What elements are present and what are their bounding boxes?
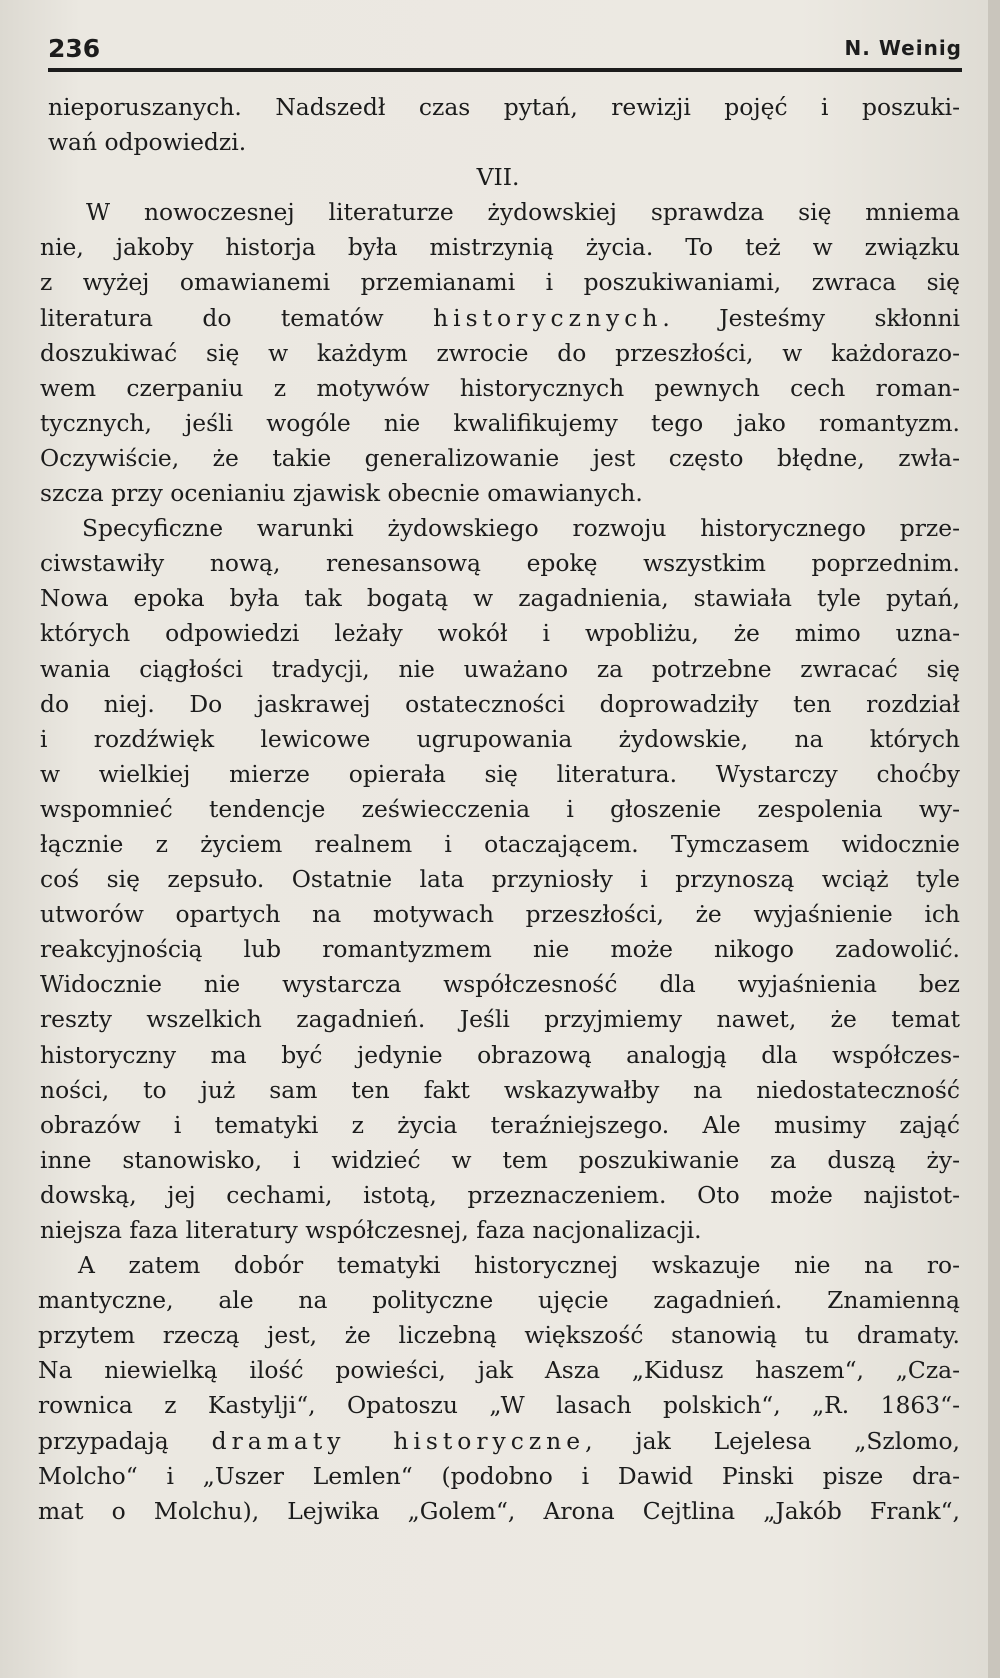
section-heading: VII. [476,163,520,192]
text-line: nieporuszanych. Nadszedł czas pytań, rewizji pojęć i poszuki- [48,93,960,121]
text-line: utworów opartych na motywach przeszłości, że wyjaśnienie ich [40,900,960,929]
text-line: wania ciągłości tradycji, nie uważano za potrzebne zwracać się [40,654,960,683]
spaced-emphasis: dramaty historyczne [211,1426,586,1455]
text-line: reszty wszelkich zagadnień. Jeśli przyjmiemy nawet, że temat [40,1005,960,1034]
text-line: mantyczne, ale na polityczne ujęcie zagadnień. Znamienną [38,1286,960,1315]
text-line: których odpowiedzi leżały wokół i wpobliżu, że mimo uzna- [40,619,960,648]
text-line: historyczny ma być jedynie obrazową analogją dla współczes- [40,1040,960,1069]
text-line: łącznie z życiem realnem i otaczającem. Tymczasem widocznie [40,829,960,858]
text-line: rownica z Kastylji“, Opatoszu „W lasach polskich“, „R. 1863“- [38,1391,960,1420]
text-line: ności, to już sam ten fakt wskazywałby na niedostateczność [40,1075,960,1104]
text-line: Nowa epoka była tak bogatą w zagadnienia, stawiała tyle pytań, [40,584,960,613]
page-number: 236 [48,34,101,63]
text-line: doszukiwać się w każdym zwrocie do przeszłości, w każdorazo- [40,338,960,367]
text-segment: literatura do tematów [40,303,434,332]
text-segment: . Jesteśmy skłonni [662,303,960,332]
text-segment: przypadają [38,1426,212,1455]
text-line: Oczywiście, że takie generalizowanie jest często błędne, zwła- [40,443,960,472]
page-header [48,28,962,72]
text-line: dowską, jej cechami, istotą, przeznaczeniem. Oto może najistot- [40,1180,960,1209]
text-line: coś się zepsuło. Ostatnie lata przyniosły i przynoszą wciąż tyle [40,865,960,894]
text-line: wań odpowiedzi. [48,128,247,157]
text-line: mat o Molchu), Lejwika „Golem“, Arona Cejtlina „Jakób Frank“, [38,1496,960,1525]
text-line: inne stanowisko, i widzieć w tem poszukiwanie za duszą ży- [40,1145,960,1174]
text-line: obrazów i tematyki z życia teraźniejszego. Ale musimy zająć [40,1110,960,1139]
text-line: ciwstawiły nową, renesansową epokę wszystkim poprzednim. [40,549,960,578]
text-line: szcza przy ocenianiu zjawisk obecnie omawianych. [40,479,643,508]
text-line [36,301,960,336]
text-line: wem czerpaniu z motywów historycznych pewnych cech roman- [40,373,960,402]
text-line: nie, jakoby historja była mistrzynią życia. To też w związku [40,233,960,262]
text-line: Widocznie nie wystarcza współczesność dla wyjaśnienia bez [40,970,960,999]
text-line: i rozdźwięk lewicowe ugrupowania żydowskie, na których [40,724,960,753]
page-edge [988,0,1000,1678]
text-line: z wyżej omawianemi przemianami i poszukiwaniami, zwraca się [40,268,960,297]
text-line: tycznych, jeśli wogóle nie kwalifikujemy tego jako romantyzm. [40,408,960,437]
text-line: reakcyjnością lub romantyzmem nie może nikogo zadowolić. [40,935,960,964]
spaced-emphasis: historycznych [433,303,663,332]
running-head: N. Weinig [844,36,962,60]
text-line: Na niewielką ilość powieści, jak Asza „Kidusz haszem“, „Cza- [38,1356,960,1385]
text-line: w wielkiej mierze opierała się literatura. Wystarczy choćby [40,759,960,788]
text-line: A zatem dobór tematyki historycznej wskazuje nie na ro- [78,1251,960,1280]
text-line [36,1424,960,1459]
text-line: Specyficzne warunki żydowskiego rozwoju historycznego prze- [82,514,960,543]
text-line: Molcho“ i „Uszer Lemlen“ (podobno i Dawid Pinski pisze dra- [38,1461,960,1490]
text-segment: , jak Lejelesa „Szlomo, [585,1426,960,1455]
text-line: niejsza faza literatury współczesnej, faza nacjonalizacji. [40,1216,702,1244]
body-text [36,90,960,1529]
text-line: do niej. Do jaskrawej ostateczności doprowadziły ten rozdział [40,689,960,718]
text-line: wspomnieć tendencje zeświecczenia i głoszenie zespolenia wy- [40,794,960,823]
text-line: W nowoczesnej literaturze żydowskiej sprawdza się mniema [86,198,960,227]
text-line: przytem rzeczą jest, że liczebną większość stanowią tu dramaty. [38,1321,960,1350]
